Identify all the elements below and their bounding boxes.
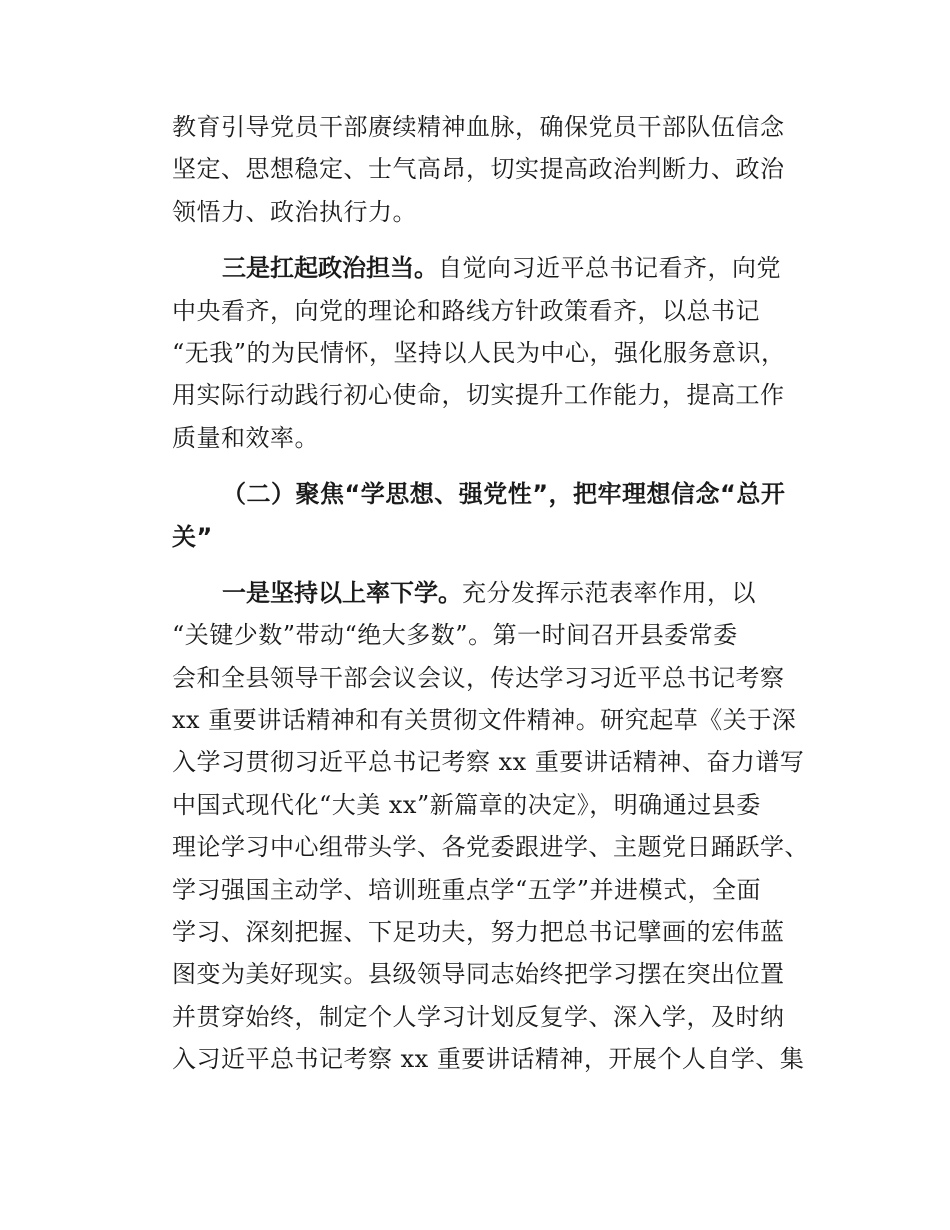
text-line: 领悟力、政治执行力。	[172, 197, 417, 226]
paragraph-lead: 一是坚持以上率下学。	[222, 578, 462, 607]
text-line: 中央看齐，向党的理论和路线方针政策看齐，以总书记	[172, 296, 760, 325]
text-line: 学习强国主动学、培训班重点学“五学”并进模式，全面	[172, 875, 762, 904]
text-line	[172, 572, 802, 614]
heading-line: 关”	[172, 522, 213, 551]
text-line: 会和全县领导干部会议会议，传达学习习近平总书记考察	[172, 663, 785, 692]
text-line	[172, 247, 802, 289]
paragraph-lead: 三是扛起政治担当。	[222, 254, 438, 283]
text-line: 质量和效率。	[172, 423, 319, 452]
text-line: 入学习贯彻习近平总书记考察 xx 重要讲话精神、奋力谱写	[172, 748, 805, 777]
paragraph-lead-rest: 充分发挥示范表率作用，以	[462, 578, 756, 607]
paragraph-lead-by-example	[172, 572, 809, 1081]
text-line: 学习、深刻把握、下足功夫，努力把总书记擘画的宏伟蓝	[172, 918, 785, 947]
text-line: 用实际行动践行初心使命，切实提升工作能力，提高工作	[172, 381, 785, 410]
text-line: “无我”的为民情怀，坚持以人民为中心，强化服务意识，	[172, 338, 786, 367]
section-heading-two	[172, 473, 802, 558]
text-line: 图变为美好现实。县级领导同志始终把学习摆在突出位置	[172, 960, 785, 989]
text-line: 入习近平总书记考察 xx 重要讲话精神，开展个人自学、集	[172, 1045, 805, 1074]
heading-line: （二）聚焦“学思想、强党性”，把牢理想信念“总开	[222, 480, 786, 509]
text-line: 坚定、思想稳定、士气高昂，切实提高政治判断力、政治	[172, 155, 785, 184]
paragraph-political-responsibility	[172, 247, 802, 459]
paragraph-education	[172, 106, 802, 233]
text-line: “关键少数”带动“绝大多数”。第一时间召开县委常委	[172, 621, 738, 650]
text-line: 教育引导党员干部赓续精神血脉，确保党员干部队伍信念	[172, 113, 785, 141]
paragraph-lead-rest: 自觉向习近平总书记看齐，向党	[438, 254, 781, 283]
document-page	[172, 106, 809, 1081]
text-line: 并贯穿始终，制定个人学习计划反复学、深入学，及时纳	[172, 1002, 785, 1031]
text-line: 中国式现代化“大美 xx”新篇章的决定》，明确通过县委	[172, 790, 761, 819]
text-line: xx 重要讲话精神和有关贯彻文件精神。研究起草《关于深	[172, 706, 797, 735]
text-line: 理论学习中心组带头学、各党委跟进学、主题党日踊跃学、	[172, 833, 809, 862]
